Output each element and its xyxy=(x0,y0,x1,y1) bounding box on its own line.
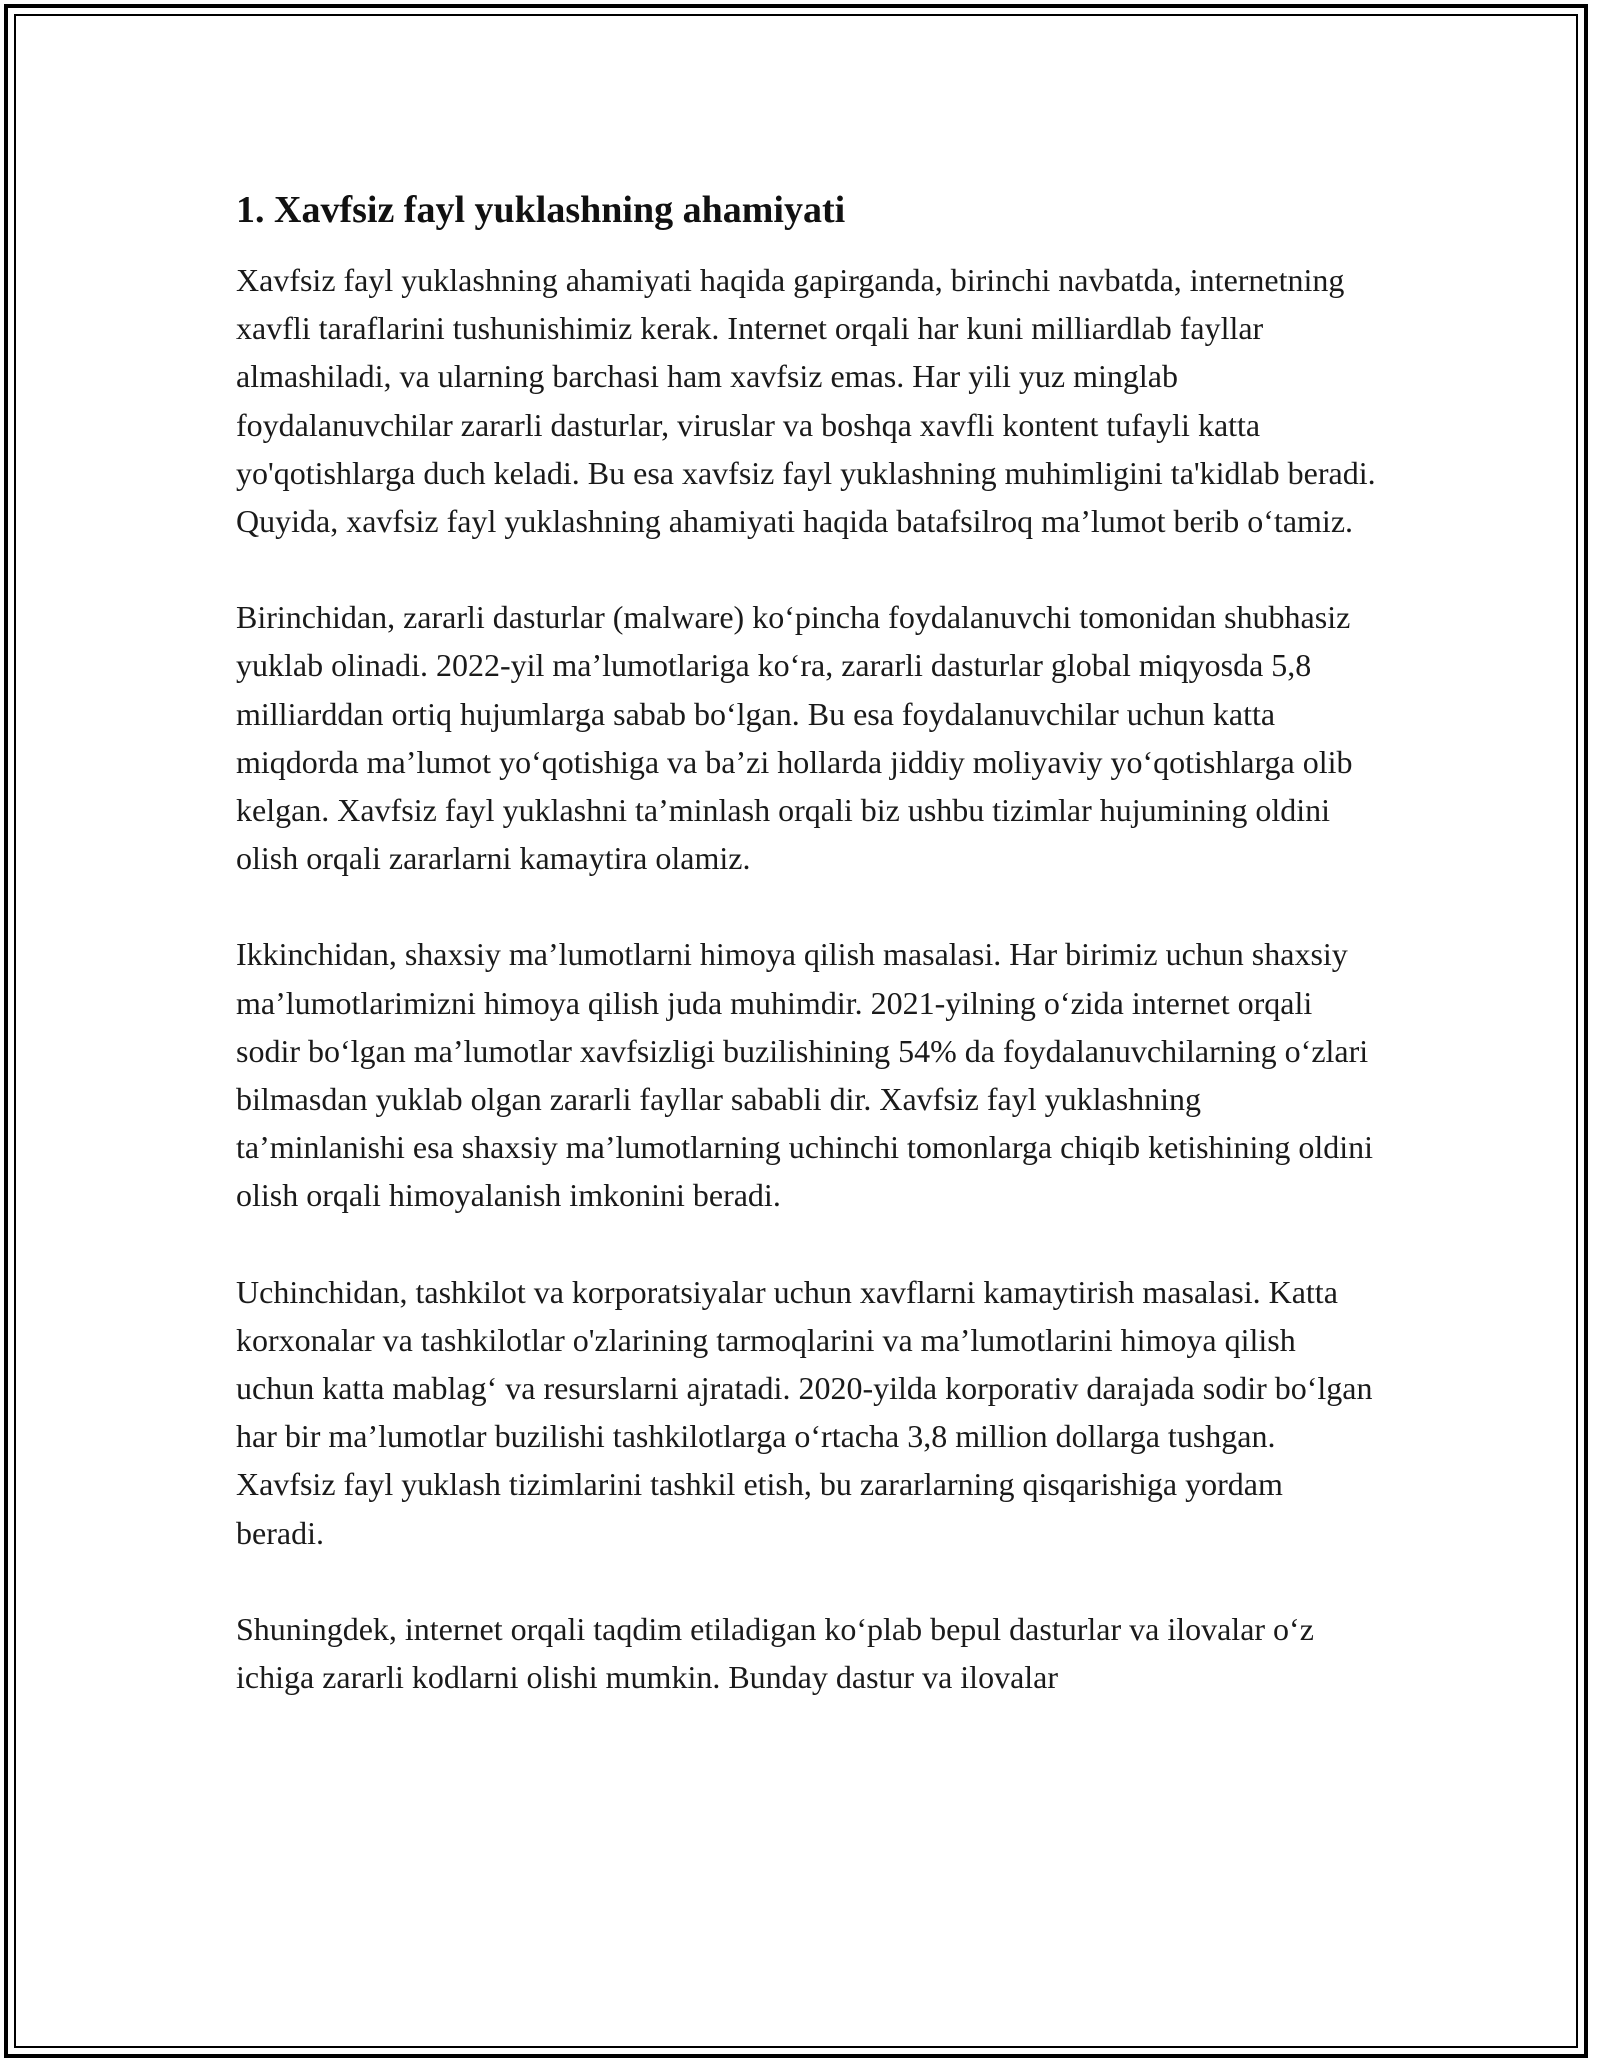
paragraph-5: Shuningdek, internet orqali taqdim etiladigan ko‘plab bepul dasturlar va ilovalar o‘z ichiga zararli kodlarni olishi mumkin. Bunday dastur va ilovalar xyxy=(236,1610,1314,1696)
paragraph-1: Xavfsiz fayl yuklashning ahamiyati haqida gapirganda, birinchi navbatda, internetning xavfli taraflarini tushunishimiz kerak. Internet orqali har kuni milliardlab fayllar almashiladi, va ularning barchasi ham xavfsiz emas. Har yili yuz minglab foydalanuvchilar zararli dasturlar, viruslar va boshqa xavfli kontent tufayli katta yo'qotishlarga duch keladi. Bu esa xavfsiz fayl yuklashning muhimligini ta'kidlab beradi. Quyida, xavfsiz fayl yuklashning ahamiyati haqida batafsilroq ma’lumot berib o‘tamiz. xyxy=(236,262,1376,540)
document-body xyxy=(236,186,1376,1749)
section-heading: 1. Xavfsiz fayl yuklashning ahamiyati xyxy=(236,189,846,231)
paragraph-4: Uchinchidan, tashkilot va korporatsiyalar uchun xavflarni kamaytirish masalasi. Katta korxonalar va tashkilotlar o'zlarining tarmoqlarini va ma’lumotlarini himoya qilish uchun katta mablag‘ va resurslarni ajratadi. 2020-yilda korporativ darajada sodir bo‘lgan har bir ma’lumotlar buzilishi tashkilotlarga o‘rtacha 3,8 million dollarga tushgan. Xavfsiz fayl yuklash tizimlarini tashkil etish, bu zararlarning qisqarishiga yordam beradi. xyxy=(236,1273,1373,1551)
paragraph-3: Ikkinchidan, shaxsiy ma’lumotlarni himoya qilish masalasi. Har birimiz uchun shaxsiy ma’lumotlarimizni himoya qilish juda muhimdir. 2021-yilning o‘zida internet orqali sodir bo‘lgan ma’lumotlar xavfsizligi buzilishining 54% da foydalanuvchilarning o‘zlari bilmasdan yuklab olgan zararli fayllar sababli dir. Xavfsiz fayl yuklashning ta’minlanishi esa shaxsiy ma’lumotlarning uchinchi tomonlarga chiqib ketishining oldini olish orqali himoyalanish imkonini beradi. xyxy=(236,936,1373,1214)
paragraph-2: Birinchidan, zararli dasturlar (malware) ko‘pincha foydalanuvchi tomonidan shubhasiz yuklab olinadi. 2022-yil ma’lumotlariga ko‘ra, zararli dasturlar global miqyosda 5,8 milliarddan ortiq hujumlarga sabab bo‘lgan. Bu esa foydalanuvchilar uchun katta miqdorda ma’lumot yo‘qotishiga va ba’zi hollarda jiddiy moliyaviy yo‘qotishlarga olib kelgan. Xavfsiz fayl yuklashni ta’minlash orqali biz ushbu tizimlar hujumining oldini olish orqali zararlarni kamaytira olamiz. xyxy=(236,599,1353,877)
